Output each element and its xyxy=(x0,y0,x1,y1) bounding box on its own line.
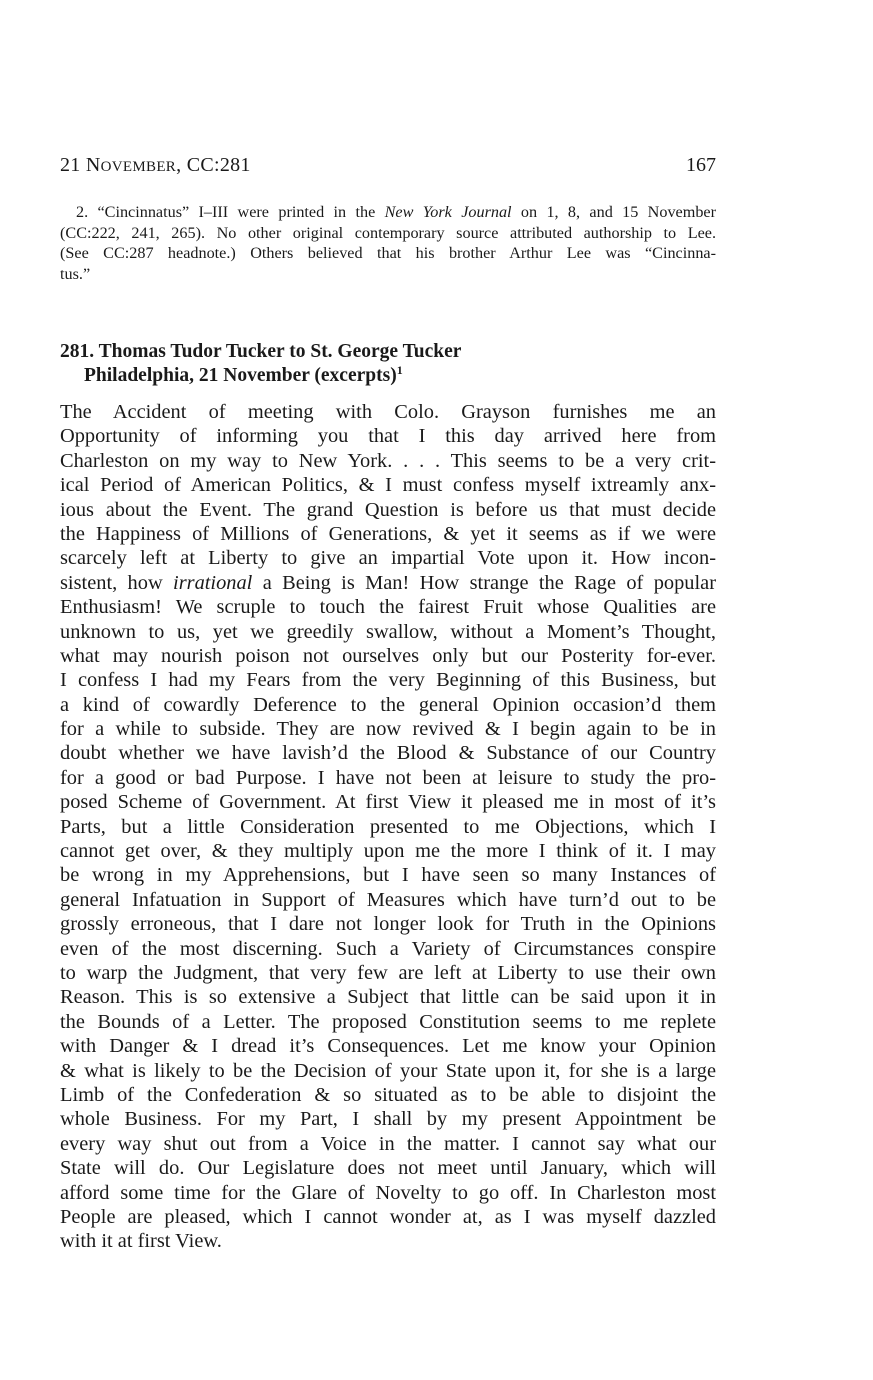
body-line: every way shut out from a Voice in the matter. I cannot say what our xyxy=(60,1132,716,1155)
page-number: 167 xyxy=(686,154,716,176)
body-line: be wrong in my Apprehensions, but I have seen so many Instances of xyxy=(60,864,716,887)
body-line: for a good or bad Purpose. I have not been at leisure to study the pro- xyxy=(60,766,716,789)
body-line: The Accident of meeting with Colo. Grayson furnishes me an xyxy=(60,401,716,423)
body-line: general Infatuation in Support of Measures which have turn’d out to be xyxy=(60,888,716,911)
footnote-line: 2. “Cincinnatus” I–III were printed in the New York Journal on 1, 8, and 15 November xyxy=(76,203,717,221)
body-line: Charleston on my way to New York. . . . This seems to be a very crit- xyxy=(60,449,716,472)
body-line: cannot get over, & they multiply upon me the more I think of it. I may xyxy=(60,840,716,863)
document-dateline xyxy=(60,364,716,388)
body-line: Parts, but a little Consideration presented to me Objections, which I xyxy=(60,815,716,838)
body-line: State will do. Our Legislature does not meet until January, which will xyxy=(60,1157,716,1180)
document-title: 281. Thomas Tudor Tucker to St. George Tucker xyxy=(60,341,462,362)
footnote xyxy=(60,202,716,284)
body-line: a kind of cowardly Deference to the general Opinion occasion’d them xyxy=(60,693,716,716)
footnote-line: tus.” xyxy=(60,264,91,283)
body-line: for a while to subside. They are now revived & I begin again to be in xyxy=(60,718,716,741)
body-line: unknown to us, yet we greedily swallow, without a Moment’s Thought, xyxy=(60,620,716,643)
body-line: posed Scheme of Government. At first View it pleased me in most of it’s xyxy=(60,791,716,814)
body-line: whole Business. For my Part, I shall by my present Appointment be xyxy=(60,1108,716,1131)
body-line: with it at first View. xyxy=(60,1230,222,1253)
body-line: to warp the Judgment, that very few are left at Liberty to use their own xyxy=(60,961,716,984)
body-line: scarcely left at Liberty to give an impartial Vote upon it. How incon- xyxy=(60,547,716,570)
body-line: even of the most discerning. Such a Variety of Circumstances conspire xyxy=(60,937,716,960)
footnote-reference: 1 xyxy=(396,363,403,377)
body-line: ious about the Event. The grand Question is before us that must decide xyxy=(60,498,716,521)
body-line: ical Period of American Politics, & I must confess myself ixtreamly anx- xyxy=(60,474,716,497)
body-line: sistent, how irrational a Being is Man! How strange the Rage of popular xyxy=(60,571,716,594)
body-line: doubt whether we have lavish’d the Blood & Substance of our Country xyxy=(60,742,716,765)
document-dateline-text: Philadelphia, 21 November (excerpts) xyxy=(84,365,397,386)
running-head-date-ref: 21 NOVEMBER, CC:281 xyxy=(60,154,251,176)
body-line: the Bounds of a Letter. The proposed Constitution seems to me replete xyxy=(60,1010,716,1033)
footnote-line: (See CC:287 headnote.) Others believed that his brother Arthur Lee was “Cincinna- xyxy=(60,244,716,262)
body-line: what may nourish poison not ourselves only but our Posterity for-ever. xyxy=(60,644,716,667)
body-line: Opportunity of informing you that I this day arrived here from xyxy=(60,425,716,448)
letter-body xyxy=(60,400,716,1254)
body-line: grossly erroneous, that I dare not longer look for Truth in the Opinions xyxy=(60,913,716,936)
body-line: I confess I had my Fears from the very Beginning of this Business, but xyxy=(60,669,716,692)
body-line: & what is likely to be the Decision of your State upon it, for she is a large xyxy=(60,1059,716,1082)
body-line: Enthusiasm! We scruple to touch the fairest Fruit whose Qualities are xyxy=(60,596,716,619)
body-line: with Danger & I dread it’s Consequences. Let me know your Opinion xyxy=(60,1035,716,1058)
body-line: afford some time for the Glare of Novelty to go off. In Charleston most xyxy=(60,1181,716,1204)
body-line: the Happiness of Millions of Generations, & yet it seems as if we were xyxy=(60,522,716,545)
body-line: Reason. This is so extensive a Subject that little can be said upon it in xyxy=(60,986,716,1009)
document-heading xyxy=(60,340,716,388)
footnote-line: (CC:222, 241, 265). No other original contemporary source attributed authorship to Lee. xyxy=(60,223,716,242)
running-head xyxy=(60,152,716,178)
body-line: Limb of the Confederation & so situated as to be able to disjoint the xyxy=(60,1083,716,1106)
body-line: People are pleased, which I cannot wonder at, as I was myself dazzled xyxy=(60,1205,716,1228)
